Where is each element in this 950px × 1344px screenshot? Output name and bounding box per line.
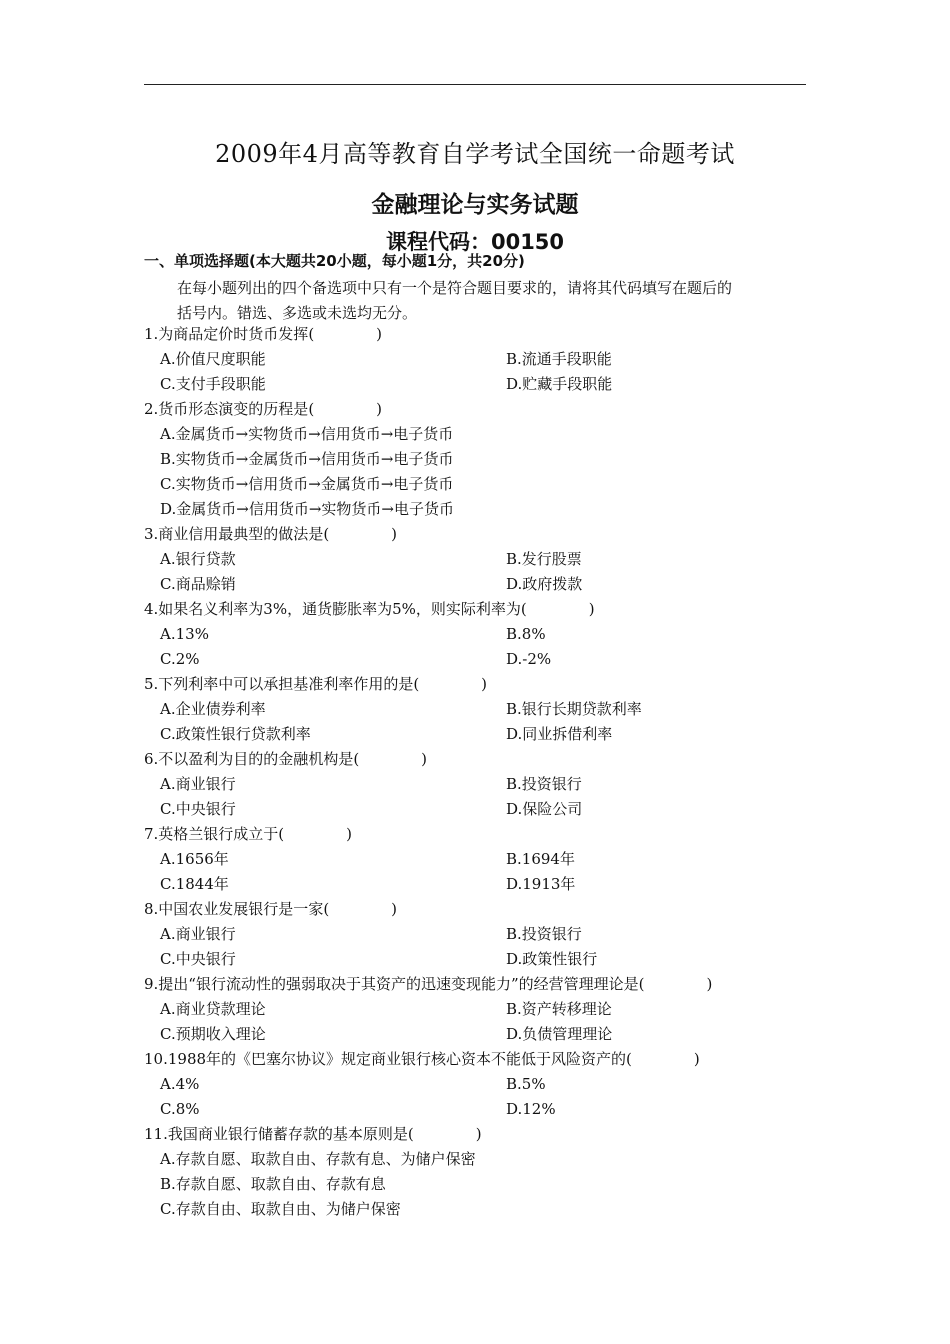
question-close-paren: )	[346, 825, 353, 843]
answer-option: D.1913年	[506, 875, 576, 893]
question-text: 4.如果名义利率为3%，通货膨胀率为5%，则实际利率为(	[144, 600, 527, 618]
answer-option: A.银行贷款	[160, 550, 236, 568]
section-instructions	[177, 276, 809, 326]
question-stem	[144, 1047, 814, 1072]
course-code: 课程代码：00150	[385, 230, 565, 254]
question-stem	[144, 597, 814, 622]
question-stem	[144, 672, 814, 697]
question-text: 7.英格兰银行成立于(	[144, 825, 285, 843]
answer-option: B.投资银行	[506, 925, 582, 943]
option-row	[144, 372, 814, 397]
question-close-paren: )	[588, 600, 595, 618]
option-row	[144, 422, 814, 447]
option-row	[144, 497, 814, 522]
answer-option: A.1656年	[160, 850, 229, 868]
answer-option: C.政策性银行贷款利率	[160, 725, 311, 743]
question-close-paren: )	[706, 975, 713, 993]
answer-option: B.发行股票	[506, 550, 582, 568]
option-row	[144, 1147, 814, 1172]
answer-option: A.价值尺度职能	[160, 350, 266, 368]
option-row	[144, 1022, 814, 1047]
answer-option: A.13%	[160, 625, 209, 643]
instruction-line: 在每小题列出的四个备选项中只有一个是符合题目要求的，请将其代码填写在题后的	[177, 279, 733, 297]
option-row	[144, 347, 814, 372]
answer-option: D.政策性银行	[506, 950, 598, 968]
option-row	[144, 922, 814, 947]
answer-option: C.支付手段职能	[160, 375, 266, 393]
header-rule	[144, 84, 806, 85]
question-item	[144, 397, 814, 522]
answer-option: C.中央银行	[160, 800, 236, 818]
option-row	[144, 997, 814, 1022]
answer-option: D.12%	[506, 1100, 556, 1118]
question-item	[144, 672, 814, 747]
question-stem	[144, 747, 814, 772]
option-row	[144, 847, 814, 872]
question-stem	[144, 822, 814, 847]
answer-option: C.中央银行	[160, 950, 236, 968]
question-text: 6.不以盈利为目的的金融机构是(	[144, 750, 360, 768]
question-stem	[144, 972, 814, 997]
option-row	[144, 697, 814, 722]
question-close-paren: )	[693, 1050, 700, 1068]
answer-option: D.同业拆借利率	[506, 725, 613, 743]
answer-option: A.金属货币→实物货币→信用货币→电子货币	[160, 425, 454, 443]
option-row	[144, 447, 814, 472]
answer-option: C.实物货币→信用货币→金属货币→电子货币	[160, 475, 454, 493]
answer-option: C.商品赊销	[160, 575, 236, 593]
option-row	[144, 572, 814, 597]
answer-option: B.8%	[506, 625, 546, 643]
answer-option: B.1694年	[506, 850, 575, 868]
answer-option: A.商业银行	[160, 775, 236, 793]
answer-option: B.投资银行	[506, 775, 582, 793]
option-row	[144, 647, 814, 672]
question-text: 1.为商品定价时货币发挥(	[144, 325, 315, 343]
option-row	[144, 622, 814, 647]
question-close-paren: )	[391, 900, 398, 918]
question-close-paren: )	[376, 325, 383, 343]
answer-option: A.4%	[160, 1075, 200, 1093]
answer-option: C.8%	[160, 1100, 200, 1118]
question-close-paren: )	[376, 400, 383, 418]
section-heading: 一、单项选择题(本大题共20小题，每小题1分，共20分)	[144, 252, 525, 270]
question-stem	[144, 522, 814, 547]
exam-title: 2009年4月高等教育自学考试全国统一命题考试	[215, 140, 735, 168]
answer-option: C.预期收入理论	[160, 1025, 266, 1043]
question-close-paren: )	[391, 525, 398, 543]
question-item	[144, 597, 814, 672]
option-row	[144, 1172, 814, 1197]
question-text: 3.商业信用最典型的做法是(	[144, 525, 330, 543]
question-close-paren: )	[421, 750, 428, 768]
question-item	[144, 972, 814, 1047]
instruction-line: 括号内。错选、多选或未选均无分。	[177, 304, 418, 322]
option-row	[144, 1072, 814, 1097]
answer-option: B.流通手段职能	[506, 350, 612, 368]
question-stem	[144, 397, 814, 422]
option-row	[144, 947, 814, 972]
question-list	[144, 322, 814, 1222]
answer-option: D.负债管理理论	[506, 1025, 613, 1043]
answer-option: D.政府拨款	[506, 575, 583, 593]
answer-option: B.5%	[506, 1075, 546, 1093]
option-row	[144, 872, 814, 897]
question-close-paren: )	[481, 675, 488, 693]
answer-option: D.金属货币→信用货币→实物货币→电子货币	[160, 500, 454, 518]
question-stem	[144, 1122, 814, 1147]
question-stem	[144, 322, 814, 347]
question-text: 10.1988年的《巴塞尔协议》规定商业银行核心资本不能低于风险资产的(	[144, 1050, 632, 1068]
question-item	[144, 322, 814, 397]
option-row	[144, 1097, 814, 1122]
question-text: 11.我国商业银行储蓄存款的基本原则是(	[144, 1125, 414, 1143]
answer-option: C.2%	[160, 650, 200, 668]
question-item	[144, 1122, 814, 1222]
question-item	[144, 522, 814, 597]
question-item	[144, 897, 814, 972]
answer-option: A.商业银行	[160, 925, 236, 943]
question-item	[144, 1047, 814, 1122]
question-text: 8.中国农业发展银行是一家(	[144, 900, 330, 918]
answer-option: B.存款自愿、取款自由、存款有息	[160, 1175, 386, 1193]
option-row	[144, 797, 814, 822]
question-text: 2.货币形态演变的历程是(	[144, 400, 315, 418]
answer-option: C.存款自由、取款自由、为储户保密	[160, 1200, 401, 1218]
answer-option: B.银行长期贷款利率	[506, 700, 642, 718]
answer-option: C.1844年	[160, 875, 229, 893]
answer-option: A.商业贷款理论	[160, 1000, 266, 1018]
question-item	[144, 822, 814, 897]
answer-option: D.贮藏手段职能	[506, 375, 613, 393]
answer-option: D.-2%	[506, 650, 552, 668]
question-item	[144, 747, 814, 822]
question-text: 9.提出“银行流动性的强弱取决于其资产的迅速变现能力”的经营管理理论是(	[144, 975, 645, 993]
question-stem	[144, 897, 814, 922]
answer-option: B.实物货币→金属货币→信用货币→电子货币	[160, 450, 454, 468]
exam-subtitle: 金融理论与实务试题	[371, 192, 579, 218]
option-row	[144, 472, 814, 497]
answer-option: A.企业债券利率	[160, 700, 266, 718]
option-row	[144, 547, 814, 572]
question-close-paren: )	[475, 1125, 482, 1143]
option-row	[144, 722, 814, 747]
answer-option: A.存款自愿、取款自由、存款有息、为储户保密	[160, 1150, 476, 1168]
option-row	[144, 772, 814, 797]
question-text: 5.下列利率中可以承担基准利率作用的是(	[144, 675, 420, 693]
option-row	[144, 1197, 814, 1222]
answer-option: B.资产转移理论	[506, 1000, 612, 1018]
answer-option: D.保险公司	[506, 800, 583, 818]
